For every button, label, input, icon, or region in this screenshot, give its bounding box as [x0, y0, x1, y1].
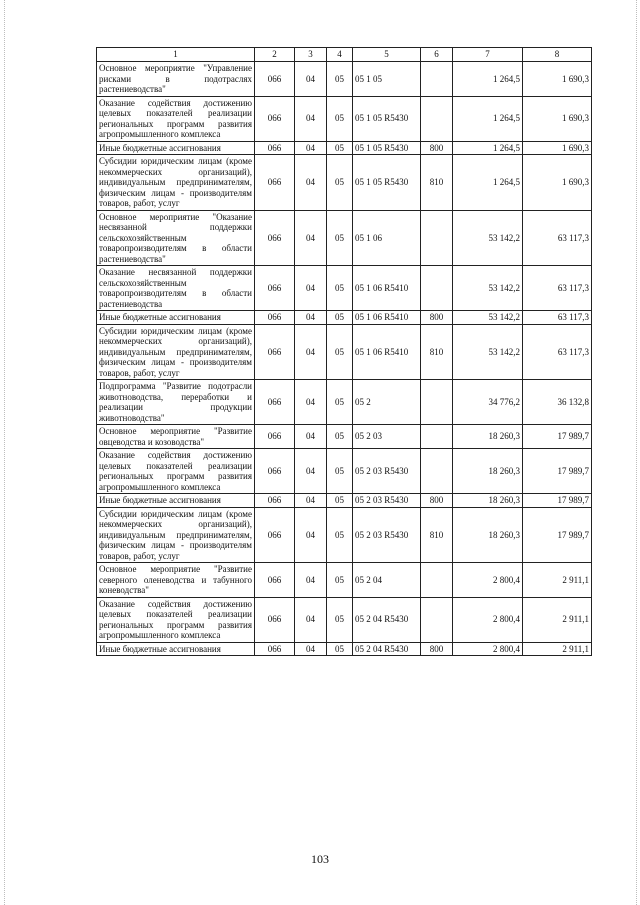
cell-name: Основное мероприятие "Оказание несвязанной поддержки сельскохозяйственным товаропроизводителям в области растениеводства"	[97, 210, 255, 266]
cell-amount-year1: 1 264,5	[453, 62, 523, 97]
cell-amount-year2: 17 989,7	[523, 449, 592, 494]
cell-name: Основное мероприятие "Развитие овцеводства и козоводства"	[97, 425, 255, 449]
cell-amount-year2: 63 117,3	[523, 311, 592, 325]
cell-amount-year1: 18 260,3	[453, 507, 523, 563]
cell-target-article: 05 2 04	[353, 563, 421, 598]
cell-section: 04	[295, 266, 327, 311]
table-row	[97, 597, 592, 642]
table-row	[97, 494, 592, 508]
page-number: 103	[311, 852, 329, 866]
cell-amount-year2: 1 690,3	[523, 62, 592, 97]
cell-section: 04	[295, 141, 327, 155]
cell-code: 066	[255, 642, 295, 656]
cell-amount-year2: 2 911,1	[523, 642, 592, 656]
cell-code: 066	[255, 425, 295, 449]
cell-name: Иные бюджетные ассигнования	[97, 141, 255, 155]
cell-name: Подпрограмма "Развитие подотрасли животноводства, переработки и реализации продукции животноводства"	[97, 380, 255, 425]
table-row	[97, 311, 592, 325]
table-row	[97, 210, 592, 266]
cell-expense-type	[421, 563, 453, 598]
cell-expense-type: 810	[421, 155, 453, 211]
table-row	[97, 380, 592, 425]
cell-subsection: 05	[327, 507, 353, 563]
cell-target-article: 05 2	[353, 380, 421, 425]
cell-subsection: 05	[327, 311, 353, 325]
cell-amount-year2: 17 989,7	[523, 494, 592, 508]
cell-name: Основное мероприятие "Управление рисками в подотраслях растениеводства"	[97, 62, 255, 97]
header-cell-1: 1	[97, 48, 255, 62]
cell-amount-year2: 17 989,7	[523, 507, 592, 563]
cell-amount-year1: 1 264,5	[453, 96, 523, 141]
cell-code: 066	[255, 311, 295, 325]
cell-section: 04	[295, 642, 327, 656]
cell-section: 04	[295, 155, 327, 211]
cell-section: 04	[295, 494, 327, 508]
cell-expense-type	[421, 210, 453, 266]
table-row	[97, 449, 592, 494]
cell-section: 04	[295, 380, 327, 425]
cell-expense-type: 800	[421, 141, 453, 155]
cell-amount-year2: 2 911,1	[523, 563, 592, 598]
table-row	[97, 96, 592, 141]
cell-section: 04	[295, 563, 327, 598]
cell-target-article: 05 2 03 R5430	[353, 507, 421, 563]
cell-code: 066	[255, 266, 295, 311]
cell-amount-year1: 18 260,3	[453, 425, 523, 449]
header-cell-8: 8	[523, 48, 592, 62]
cell-amount-year1: 53 142,2	[453, 210, 523, 266]
cell-code: 066	[255, 597, 295, 642]
cell-name: Оказание содействия достижению целевых показателей реализации региональных программ развития агропромышленного комплекса	[97, 449, 255, 494]
cell-name: Субсидии юридическим лицам (кроме некоммерческих организаций), индивидуальным предпринимателям, физическим лицам - производителям товаров, работ, услуг	[97, 324, 255, 380]
cell-code: 066	[255, 324, 295, 380]
cell-amount-year1: 2 800,4	[453, 597, 523, 642]
cell-name: Иные бюджетные ассигнования	[97, 642, 255, 656]
cell-subsection: 05	[327, 62, 353, 97]
cell-amount-year2: 63 117,3	[523, 324, 592, 380]
budget-table	[96, 47, 592, 656]
cell-subsection: 05	[327, 96, 353, 141]
cell-section: 04	[295, 96, 327, 141]
cell-amount-year1: 2 800,4	[453, 563, 523, 598]
table-row	[97, 642, 592, 656]
cell-name: Иные бюджетные ассигнования	[97, 311, 255, 325]
cell-code: 066	[255, 507, 295, 563]
cell-section: 04	[295, 507, 327, 563]
cell-target-article: 05 1 06 R5410	[353, 266, 421, 311]
cell-expense-type: 800	[421, 494, 453, 508]
cell-subsection: 05	[327, 155, 353, 211]
table-row	[97, 563, 592, 598]
cell-amount-year2: 17 989,7	[523, 425, 592, 449]
cell-target-article: 05 1 05	[353, 62, 421, 97]
header-cell-2: 2	[255, 48, 295, 62]
header-cell-5: 5	[353, 48, 421, 62]
header-row	[97, 48, 592, 62]
cell-code: 066	[255, 96, 295, 141]
cell-amount-year1: 53 142,2	[453, 266, 523, 311]
cell-name: Иные бюджетные ассигнования	[97, 494, 255, 508]
table-row	[97, 266, 592, 311]
cell-target-article: 05 2 03 R5430	[353, 449, 421, 494]
cell-name: Основное мероприятие "Развитие северного оленеводства и табунного коневодства"	[97, 563, 255, 598]
cell-expense-type: 810	[421, 324, 453, 380]
cell-subsection: 05	[327, 425, 353, 449]
cell-section: 04	[295, 210, 327, 266]
cell-code: 066	[255, 210, 295, 266]
cell-expense-type	[421, 62, 453, 97]
cell-section: 04	[295, 62, 327, 97]
cell-amount-year2: 1 690,3	[523, 96, 592, 141]
cell-code: 066	[255, 563, 295, 598]
table-row	[97, 507, 592, 563]
cell-amount-year2: 63 117,3	[523, 210, 592, 266]
cell-target-article: 05 2 03	[353, 425, 421, 449]
cell-code: 066	[255, 494, 295, 508]
cell-expense-type: 800	[421, 642, 453, 656]
cell-name: Оказание содействия достижению целевых показателей реализации региональных программ развития агропромышленного комплекса	[97, 597, 255, 642]
table-row	[97, 155, 592, 211]
cell-expense-type	[421, 449, 453, 494]
cell-name: Субсидии юридическим лицам (кроме некоммерческих организаций), индивидуальным предпринимателям, физическим лицам - производителям товаров, работ, услуг	[97, 507, 255, 563]
table-row	[97, 141, 592, 155]
cell-subsection: 05	[327, 597, 353, 642]
cell-subsection: 05	[327, 380, 353, 425]
cell-subsection: 05	[327, 642, 353, 656]
cell-amount-year2: 2 911,1	[523, 597, 592, 642]
cell-amount-year2: 1 690,3	[523, 155, 592, 211]
cell-target-article: 05 1 06 R5410	[353, 324, 421, 380]
cell-subsection: 05	[327, 563, 353, 598]
cell-amount-year1: 53 142,2	[453, 324, 523, 380]
cell-expense-type: 810	[421, 507, 453, 563]
cell-name: Оказание содействия достижению целевых показателей реализации региональных программ развития агропромышленного комплекса	[97, 96, 255, 141]
cell-target-article: 05 1 06 R5410	[353, 311, 421, 325]
cell-name: Оказание несвязанной поддержки сельскохозяйственным товаропроизводителям в области растениеводства	[97, 266, 255, 311]
cell-subsection: 05	[327, 141, 353, 155]
header-cell-6: 6	[421, 48, 453, 62]
cell-expense-type	[421, 96, 453, 141]
header-cell-3: 3	[295, 48, 327, 62]
cell-target-article: 05 1 05 R5430	[353, 155, 421, 211]
cell-amount-year1: 18 260,3	[453, 449, 523, 494]
cell-code: 066	[255, 380, 295, 425]
header-cell-4: 4	[327, 48, 353, 62]
cell-section: 04	[295, 597, 327, 642]
cell-code: 066	[255, 62, 295, 97]
cell-amount-year1: 1 264,5	[453, 155, 523, 211]
cell-name: Субсидии юридическим лицам (кроме некоммерческих организаций), индивидуальным предпринимателям, физическим лицам - производителям товаров, работ, услуг	[97, 155, 255, 211]
cell-section: 04	[295, 324, 327, 380]
cell-target-article: 05 1 05 R5430	[353, 96, 421, 141]
header-cell-7: 7	[453, 48, 523, 62]
cell-amount-year1: 53 142,2	[453, 311, 523, 325]
cell-amount-year1: 1 264,5	[453, 141, 523, 155]
cell-amount-year1: 2 800,4	[453, 642, 523, 656]
cell-section: 04	[295, 311, 327, 325]
cell-section: 04	[295, 425, 327, 449]
cell-expense-type	[421, 266, 453, 311]
cell-target-article: 05 2 03 R5430	[353, 494, 421, 508]
cell-amount-year1: 18 260,3	[453, 494, 523, 508]
cell-code: 066	[255, 155, 295, 211]
cell-subsection: 05	[327, 449, 353, 494]
table-row	[97, 324, 592, 380]
cell-section: 04	[295, 449, 327, 494]
cell-subsection: 05	[327, 210, 353, 266]
cell-expense-type	[421, 597, 453, 642]
cell-subsection: 05	[327, 324, 353, 380]
scan-edge-right	[634, 0, 637, 905]
cell-expense-type	[421, 380, 453, 425]
cell-target-article: 05 1 06	[353, 210, 421, 266]
cell-amount-year2: 1 690,3	[523, 141, 592, 155]
cell-subsection: 05	[327, 494, 353, 508]
cell-target-article: 05 2 04 R5430	[353, 597, 421, 642]
cell-subsection: 05	[327, 266, 353, 311]
cell-code: 066	[255, 141, 295, 155]
table-row	[97, 425, 592, 449]
cell-target-article: 05 2 04 R5430	[353, 642, 421, 656]
cell-amount-year2: 63 117,3	[523, 266, 592, 311]
table-row	[97, 62, 592, 97]
cell-target-article: 05 1 05 R5430	[353, 141, 421, 155]
scan-edge-left	[4, 0, 7, 905]
cell-amount-year1: 34 776,2	[453, 380, 523, 425]
cell-amount-year2: 36 132,8	[523, 380, 592, 425]
cell-expense-type	[421, 425, 453, 449]
cell-expense-type: 800	[421, 311, 453, 325]
cell-code: 066	[255, 449, 295, 494]
